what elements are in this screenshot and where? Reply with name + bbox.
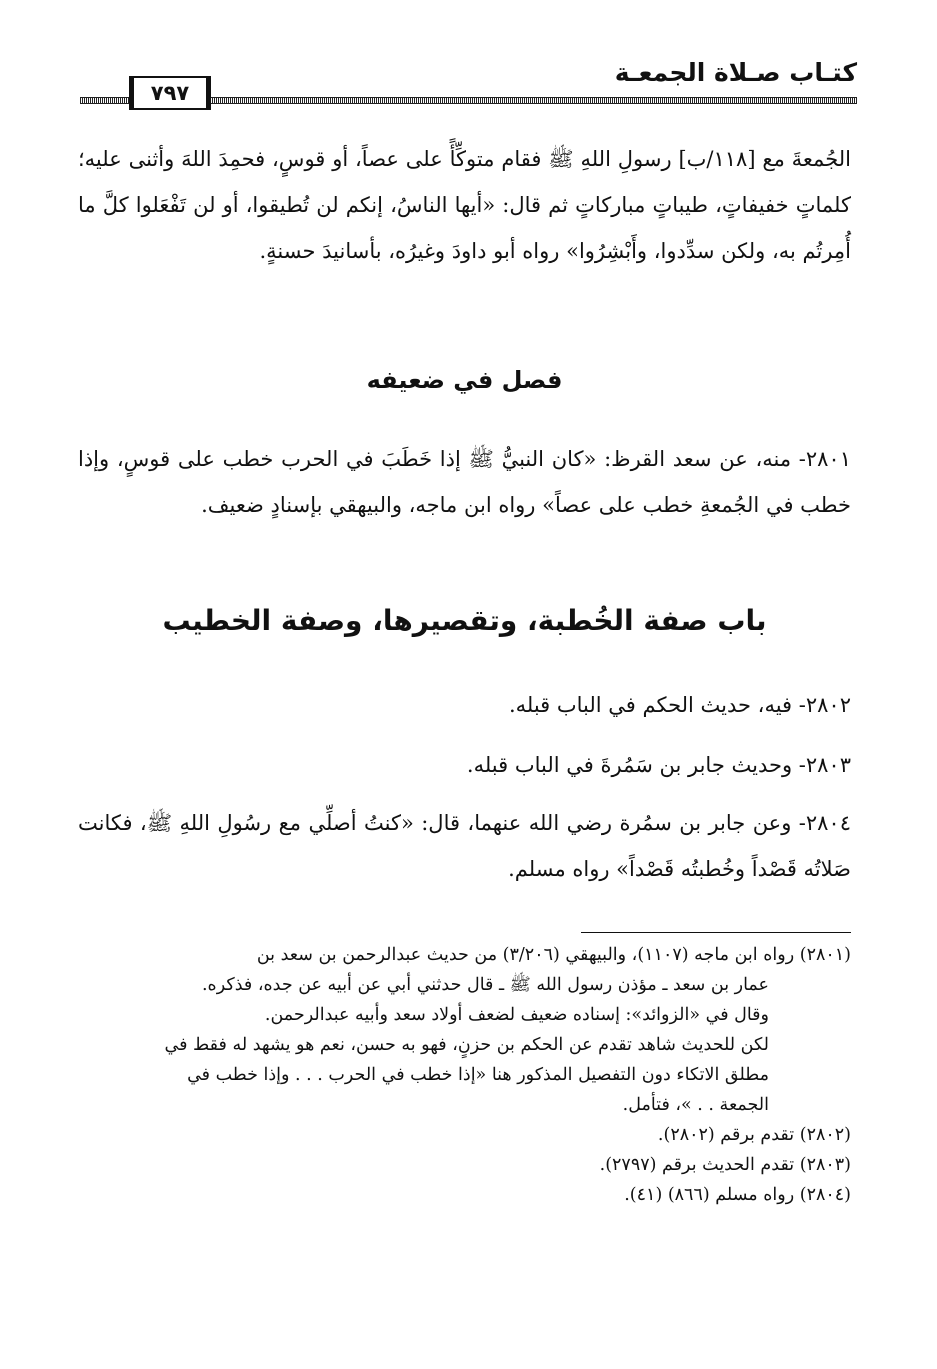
footnotes xyxy=(78,940,851,1210)
footnote-2803: (٢٨٠٣) تقدم الحديث برقم (٢٧٩٧). xyxy=(599,1155,851,1175)
hadith-2803: ٢٨٠٣- وحديث جابر بن سَمُرةَ في الباب قبله. xyxy=(466,753,851,777)
footnote-separator xyxy=(581,932,851,933)
footnote-2801-line3: وقال في «الزوائد»: إسناده ضعيف لضعف أولاد سعد وأبيه عبدالرحمن. xyxy=(264,1005,769,1025)
hadith-2802: ٢٨٠٢- فيه، حديث الحكم في الباب قبله. xyxy=(508,693,851,717)
hadith-2801: ٢٨٠١- منه، عن سعد القرظ: «كان النبيُّ ﷺ إذا خَطَبَ في الحرب خطب على قوسٍ، وإذا خطب في الجُمعةِ خطب على عصاً» رواه ابن ماجه، والبيهقي بإسنادٍ ضعيف. xyxy=(78,447,851,517)
footnote-2802: (٢٨٠٢) تقدم برقم (٢٨٠٢). xyxy=(657,1125,851,1145)
footnote-2801-line4: لكن للحديث شاهد تقدم عن الحكم بن حزنٍ، فهو به حسن، نعم هو يشهد له فقط في xyxy=(164,1035,769,1055)
footnote-2801-line2: عمار بن سعد ـ مؤذن رسول الله ﷺ ـ قال حدثني أبي عن أبيه عن جده، فذكره. xyxy=(201,975,769,995)
page-header xyxy=(80,58,857,110)
chapter-heading-bab: باب صفة الخُطبة، وتقصيرها، وصفة الخطيب xyxy=(162,604,767,637)
footnote-2801-line6: الجمعة . . »، فتأمل. xyxy=(622,1095,769,1115)
section-heading-fasl: فصل في ضعيفه xyxy=(366,366,563,394)
footnote-2801-line5: مطلق الاتكاء دون التفصيل المذكور هنا «إذا خطب في الحرب . . . وإذا خطب في xyxy=(187,1065,769,1085)
footnote-2804: (٢٨٠٤) رواه مسلم (٨٦٦) (٤١). xyxy=(624,1185,851,1205)
page-number: ٧٩٧ xyxy=(132,76,208,110)
running-title: كتـاب صـلاة الجمعـة xyxy=(614,58,857,87)
footnote-2801-line1: (٢٨٠١) رواه ابن ماجه (١١٠٧)، والبيهقي (٣/٢٠٦) من حديث عبدالرحمن بن سعد بن xyxy=(256,945,851,965)
hadith-2804: ٢٨٠٤- وعن جابر بن سمُرة رضي الله عنهما، قال: «كنتُ أصلِّي مع رسُولِ اللهِ ﷺ، فكانت صَلاتُه قَصْداً وخُطبتُه قَصْداً» رواه مسلم. xyxy=(78,811,851,881)
paragraph-continuation: الجُمعةَ مع [١١٨/ب] رسولِ اللهِ ﷺ فقام متوكِّأً على عصاً، أو قوسٍ، فحمِدَ اللهَ وأثنى عليه؛ كلماتٍ خفيفاتٍ، طيباتٍ مباركاتٍ ثم قال: «أيها الناسُ، إنكم لن تُطيقوا، أو لن تَفْعَلوا كلَّ ما أُمِرتُم به، ولكن سدِّدوا، وأَبْشِرُوا» رواه أبو داودَ وغيرُه، بأسانيدَ حسنةٍ. xyxy=(78,147,851,263)
